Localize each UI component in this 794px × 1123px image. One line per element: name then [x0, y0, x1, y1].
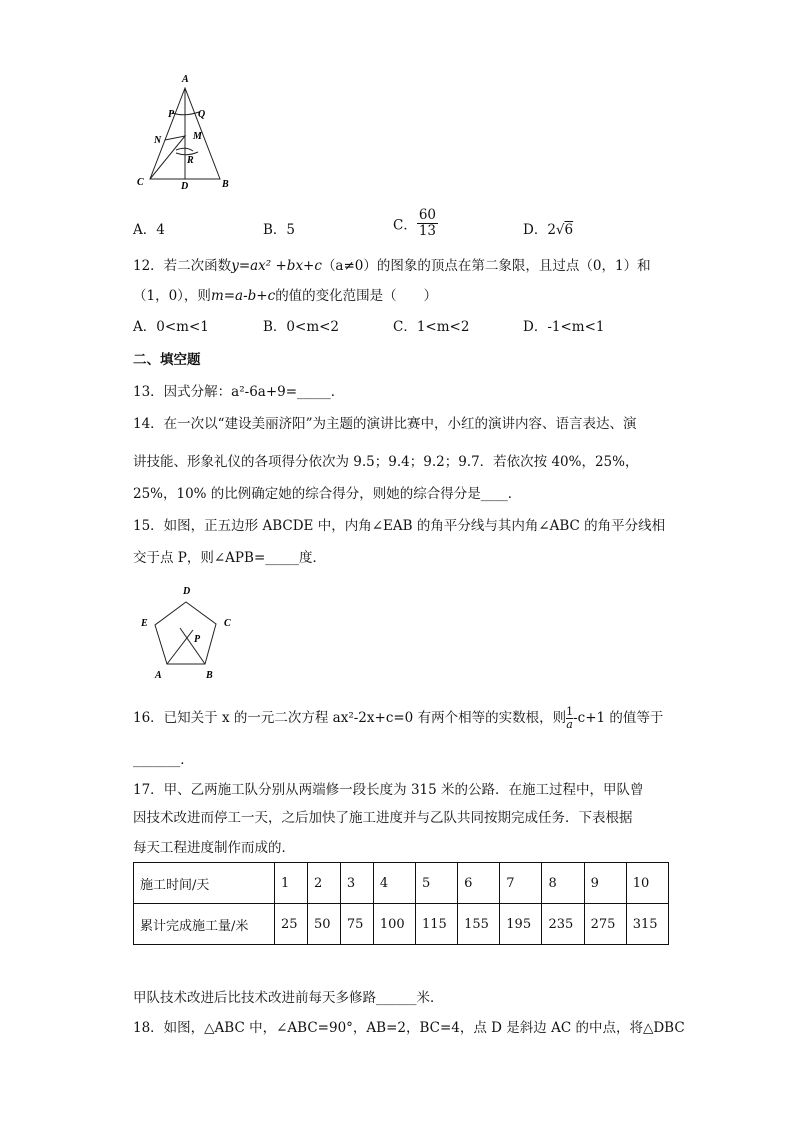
table-cell: 115 [415, 904, 457, 945]
table-row [134, 904, 669, 945]
svg-text:M: M [193, 131, 202, 142]
svg-text:B: B [206, 670, 213, 681]
table-cell: 5 [415, 863, 457, 904]
table-cell: 7 [500, 863, 542, 904]
q14-line1: 14．在一次以“建设美丽济阳”为主题的演讲比赛中，小红的演讲内容、语言表达、演 [133, 416, 637, 432]
svg-text:N: N [154, 135, 162, 146]
table-cell: 3 [340, 863, 373, 904]
svg-text:P: P [168, 109, 175, 120]
table-cell: 315 [626, 904, 668, 945]
q18-line1: 18．如图，△ABC 中，∠ABC=90°，AB=2，BC=4，点 D 是斜边 AC 的中点，将△DBC [133, 1020, 685, 1036]
q16-line1: 16．已知关于 x 的一元二次方程 ax²-2x+c=0 有两个相等的实数根，则 $\frac{1}{a}$ -c+1 的值等于 [133, 705, 664, 731]
q17-line2: 因技术改进而停工一天，之后加快了施工进度并与乙队共同按期完成任务．下表根据 [133, 810, 633, 826]
q12-line2: （1，0），则m=a-b+c的值的变化范围是（ ） [133, 288, 438, 304]
q17-line1: 17．甲、乙两施工队分别从两端修一段长度为 315 米的公路．在施工过程中，甲队曾 [133, 782, 644, 798]
svg-text:B: B [222, 179, 229, 190]
q14-line3: 25%，10% 的比例确定她的综合得分，则她的综合得分是____． [133, 486, 522, 502]
q16-line2: _______． [133, 752, 194, 768]
q12-option-d[interactable]: D．-1<m<1 [523, 319, 605, 335]
q12-option-b[interactable]: B．0<m<2 [263, 319, 340, 335]
q12-option-a[interactable]: A．0<m<1 [133, 319, 209, 335]
q11-option-a[interactable]: A．4 [133, 222, 165, 238]
table-cell: 6 [458, 863, 500, 904]
table-cell: 100 [373, 904, 415, 945]
q11-option-b[interactable]: B．5 [263, 222, 296, 238]
table-cell: 10 [626, 863, 668, 904]
svg-text:D: D [181, 181, 189, 192]
q15-line1: 15．如图，正五边形 ABCDE 中，内角∠EAB 的角平分线与其内角∠ABC 的角平分线相 [133, 518, 666, 534]
q17-line3: 每天工程进度制作而成的． [133, 840, 295, 856]
table-cell: 275 [584, 904, 626, 945]
table-cell: 235 [542, 904, 584, 945]
q12-option-c[interactable]: C．1<m<2 [393, 319, 470, 335]
triangle-figure [130, 70, 250, 195]
table-cell: 2 [307, 863, 340, 904]
q13: 13．因式分解：a²-6a+9=_____． [133, 384, 345, 400]
q12-line1: 12．若二次函数y=ax² +bx+c（a≠0）的图象的顶点在第二象限，且过点（0，1）和 [133, 258, 651, 274]
svg-text:R: R [187, 155, 194, 166]
svg-text:D: D [183, 586, 191, 597]
progress-table [133, 862, 669, 945]
table-cell: 155 [458, 904, 500, 945]
svg-text:Q: Q [198, 109, 206, 120]
table-cell: 25 [275, 904, 308, 945]
table-cell: 75 [340, 904, 373, 945]
table-cell: 4 [373, 863, 415, 904]
table-header-cell: 施工时间/天 [134, 863, 275, 904]
svg-text:C: C [137, 177, 144, 188]
table-cell: 8 [542, 863, 584, 904]
svg-text:A: A [155, 670, 162, 681]
q14-line2: 讲技能、形象礼仪的各项得分依次为 9.5；9.4；9.2；9.7．若依次按 40%，25%， [133, 454, 639, 470]
pentagon-figure [135, 578, 245, 688]
section-heading: 二、填空题 [133, 352, 201, 368]
q11-option-d[interactable]: D．2√6 [523, 222, 574, 238]
svg-text:P: P [194, 634, 201, 645]
table-cell: 9 [584, 863, 626, 904]
svg-text:A: A [182, 74, 189, 85]
svg-text:E: E [141, 618, 148, 629]
table-cell: 195 [500, 904, 542, 945]
q15-line2: 交于点 P，则∠APB=_____度． [133, 550, 327, 566]
table-cell: 50 [307, 904, 340, 945]
table-cell: 1 [275, 863, 308, 904]
svg-text:C: C [224, 618, 231, 629]
table-header-cell: 累计完成施工量/米 [134, 904, 275, 945]
q11-option-c[interactable]: C． $\frac{60}{13}$ [393, 207, 437, 239]
q17-answer-line: 甲队技术改进后比技术改进前每天多修路______米． [133, 990, 444, 1006]
table-row [134, 863, 669, 904]
